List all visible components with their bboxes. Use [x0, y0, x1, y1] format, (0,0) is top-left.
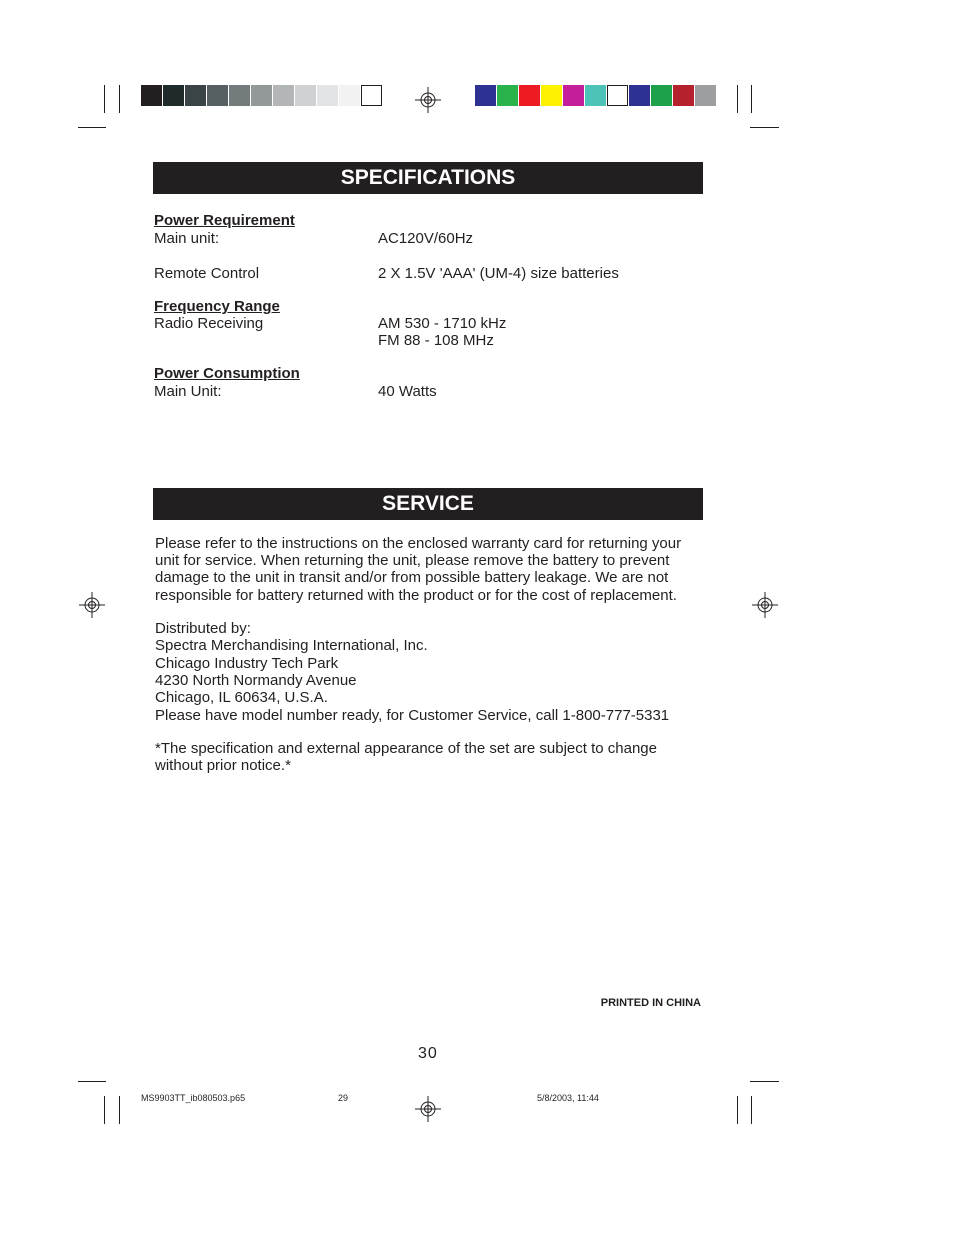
color-swatch [273, 85, 294, 106]
distributor-line: Chicago, IL 60634, U.S.A. [155, 689, 328, 706]
color-swatch [541, 85, 562, 106]
main-unit-label: Main unit: [154, 230, 220, 247]
radio-receiving-label: Radio Receiving [154, 315, 264, 332]
paragraph-line: damage to the unit in transit and/or from possible battery leakage. We are not [155, 569, 669, 586]
notice-line: *The specification and external appearance of the set are subject to change [155, 740, 657, 757]
power-consumption-label: Main Unit: [154, 383, 222, 400]
color-swatch [651, 85, 672, 106]
remote-control-value: 2 X 1.5V 'AAA' (UM-4) size batteries [378, 265, 619, 282]
color-swatch [563, 85, 584, 106]
color-swatch [497, 85, 518, 106]
color-swatch [317, 85, 338, 106]
color-swatch [295, 85, 316, 106]
distributor-line: Please have model number ready, for Customer Service, call 1-800-777-5331 [155, 707, 670, 724]
color-swatch [251, 85, 272, 106]
distributor-line: Distributed by: [155, 620, 251, 637]
registration-mark-icon [415, 1096, 441, 1122]
distributor-line: 4230 North Normandy Avenue [155, 672, 357, 689]
color-swatch [339, 85, 360, 106]
am-range-value: AM 530 - 1710 kHz [378, 315, 507, 332]
color-swatch [361, 85, 382, 106]
color-swatch [185, 85, 206, 106]
specifications-banner: SPECIFICATIONS [153, 162, 703, 194]
power-requirement-heading: Power Requirement [154, 212, 295, 229]
main-unit-value: AC120V/60Hz [378, 230, 474, 247]
frequency-range-heading: Frequency Range [154, 298, 280, 315]
distributor-line: Spectra Merchandising International, Inc. [155, 637, 428, 654]
color-swatch [585, 85, 606, 106]
power-consumption-value: 40 Watts [378, 383, 437, 400]
color-swatch [519, 85, 540, 106]
color-swatch [607, 85, 628, 106]
distributor-line: Chicago Industry Tech Park [155, 655, 339, 672]
color-swatch [673, 85, 694, 106]
registration-mark-icon [752, 592, 778, 618]
registration-mark-icon [415, 87, 441, 113]
fm-range-value: FM 88 - 108 MHz [378, 332, 494, 349]
power-consumption-heading: Power Consumption [154, 365, 300, 382]
footer-page: 29 [338, 1093, 349, 1103]
color-swatch [475, 85, 496, 106]
color-swatch [229, 85, 250, 106]
paragraph-line: Please refer to the instructions on the enclosed warranty card for returning your [155, 535, 682, 552]
color-swatch [163, 85, 184, 106]
notice-line: without prior notice.* [155, 757, 291, 774]
paragraph-line: unit for service. When returning the unit, please remove the battery to prevent [155, 552, 670, 569]
remote-control-label: Remote Control [154, 265, 260, 282]
color-swatch [141, 85, 162, 106]
page-number: 30 [418, 1045, 438, 1062]
footer-filename: MS9903TT_ib080503.p65 [141, 1093, 246, 1103]
paragraph-line: responsible for battery returned with the product or for the cost of replacement. [155, 587, 677, 604]
registration-mark-icon [79, 592, 105, 618]
footer-datetime: 5/8/2003, 11:44 [537, 1093, 599, 1103]
color-swatch [207, 85, 228, 106]
printed-in-label: PRINTED IN CHINA [600, 997, 701, 1009]
color-swatch [695, 85, 716, 106]
service-banner: SERVICE [153, 488, 703, 520]
color-swatch [629, 85, 650, 106]
